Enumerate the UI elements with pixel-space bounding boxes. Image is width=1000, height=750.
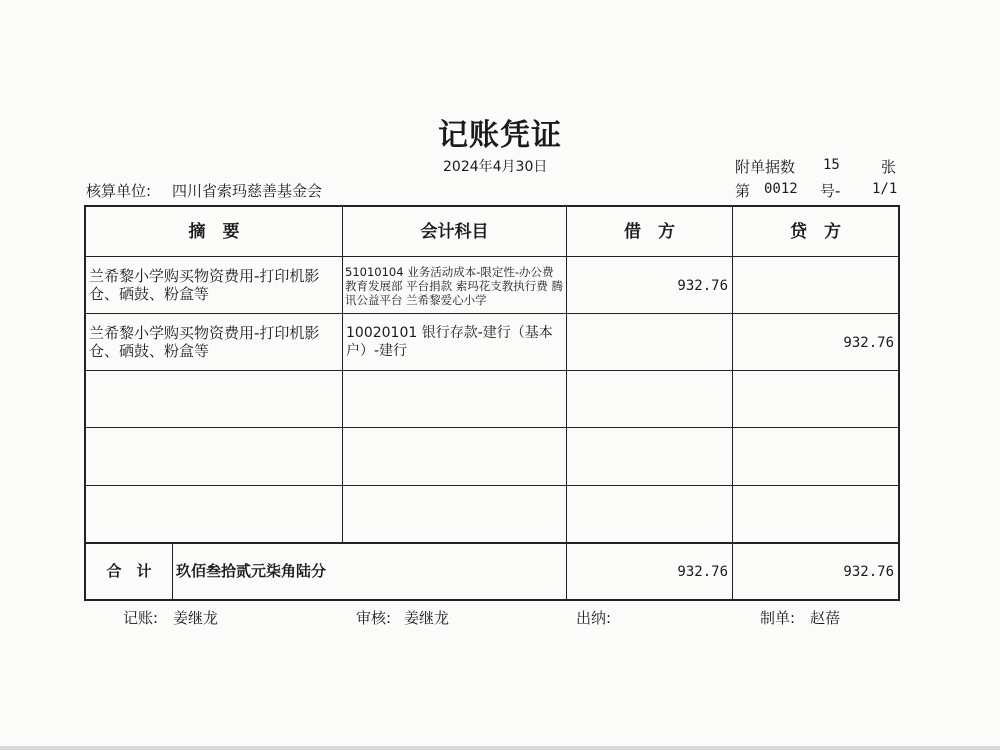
row4-account: [346, 438, 564, 478]
voucher-table: [84, 205, 900, 601]
col-divider: [566, 205, 567, 601]
voucher-title: 记账凭证: [438, 118, 562, 153]
table-border-bottom: [84, 599, 900, 601]
col-divider: [732, 205, 733, 601]
reviewer-label: 审核:: [356, 609, 392, 627]
voucher-no-value: 0012: [764, 181, 798, 197]
preparer-name: 赵蓓: [810, 609, 841, 627]
bookkeeper-name: 姜继龙: [173, 609, 219, 627]
col-divider: [172, 542, 173, 601]
voucher-no-prefix: 第: [735, 182, 751, 200]
row4-credit: [735, 448, 894, 468]
total-label: 合 计: [106, 562, 152, 580]
row2-account: 10020101 银行存款-建行（基本户）-建行: [346, 325, 553, 359]
row1-account: 51010104 业务活动成本-限定性-办公费 教育发展部 平台捐款 索玛花支教执行费 腾讯公益平台 兰希黎爱心小学: [345, 265, 563, 307]
accounting-unit-label: 核算单位:: [86, 182, 152, 200]
row4-summary: [89, 438, 339, 478]
voucher-page: 1/1: [872, 181, 898, 197]
row2-credit: 932.76: [843, 335, 894, 351]
header-summary: 摘 要: [188, 222, 240, 242]
row5-debit: [569, 505, 728, 525]
row-divider: [84, 313, 900, 314]
row4-debit: [569, 448, 728, 468]
attachments-label: 附单据数: [735, 158, 796, 176]
row-divider: [84, 427, 900, 428]
row2-debit: [569, 334, 728, 354]
bookkeeper-label: 记账:: [123, 609, 159, 627]
row-divider: [84, 485, 900, 486]
cashier-label: 出纳:: [576, 609, 612, 627]
accounting-unit-name: 四川省索玛慈善基金会: [172, 182, 323, 200]
header-debit: 借 方: [624, 222, 675, 242]
row-divider: [84, 542, 900, 544]
attachments-unit: 张: [881, 158, 897, 176]
row5-credit: [735, 505, 894, 525]
voucher-date: 2024年4月30日: [443, 159, 548, 175]
row1-debit: 932.76: [677, 278, 728, 294]
row1-credit: [735, 277, 894, 297]
total-debit: 932.76: [677, 564, 728, 580]
scan-edge: [0, 746, 1000, 750]
row3-debit: [569, 391, 728, 411]
total-amount-words: 玖佰叁拾贰元柒角陆分: [176, 562, 327, 580]
row-divider: [84, 370, 900, 371]
header-account: 会计科目: [420, 222, 489, 242]
total-credit: 932.76: [843, 564, 894, 580]
row3-account: [346, 381, 564, 421]
header-credit: 贷 方: [790, 222, 841, 242]
row5-summary: [89, 495, 339, 535]
row2-summary: 兰希黎小学购买物资费用-打印机影仓、硒鼓、粉盒等: [89, 324, 320, 360]
reviewer-name: 姜继龙: [404, 609, 450, 627]
row1-summary: 兰希黎小学购买物资费用-打印机影仓、硒鼓、粉盒等: [89, 267, 320, 303]
row3-summary: [89, 381, 339, 421]
preparer-label: 制单:: [760, 609, 796, 627]
row5-account: [346, 495, 564, 535]
voucher-no-suffix: 号-: [820, 182, 841, 200]
attachments-count: 15: [823, 157, 840, 173]
row3-credit: [735, 391, 894, 411]
row-divider: [84, 256, 900, 257]
